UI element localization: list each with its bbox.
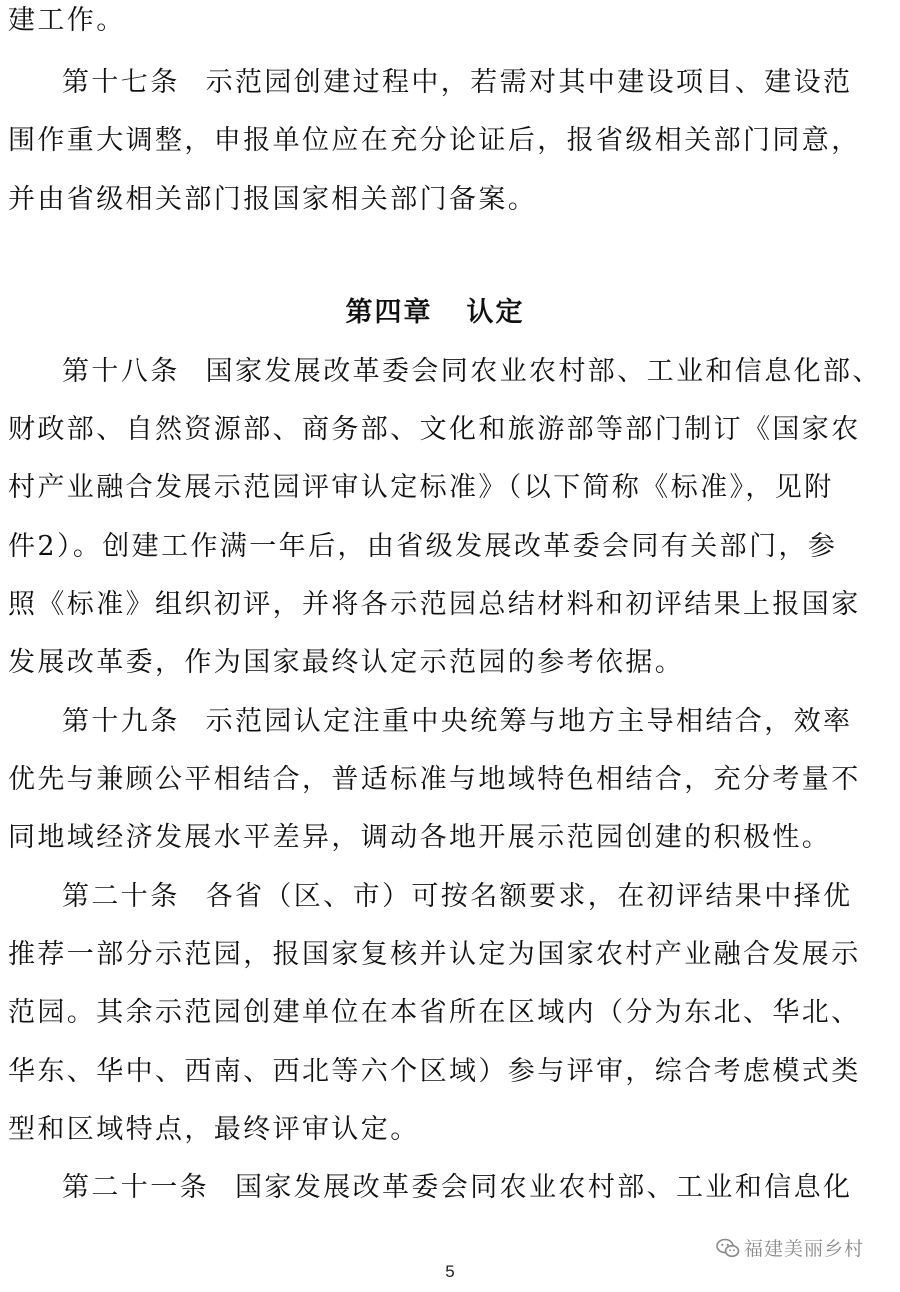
- article-18-line-3: 村产业融合发展示范园评审认定标准》（以下简称《标准》，见附: [8, 472, 834, 503]
- article-20-label: 第二十条: [62, 881, 180, 912]
- article-18-line-6: 发展改革委，作为国家最终认定示范园的参考依据。: [8, 647, 685, 678]
- article-18-label: 第十八条: [62, 356, 180, 387]
- article-17-line-1: 第十七条 示范园创建过程中，若需对其中建设项目、建设范: [62, 67, 853, 98]
- article-20-line-3: 范园。其余示范园创建单位在本省所在区域内（分为东北、华北、: [8, 997, 861, 1028]
- wechat-icon: [716, 1238, 740, 1258]
- watermark-text: 福建美丽乡村: [744, 1238, 865, 1260]
- article-18-line-2: 财政部、自然资源部、商务部、文化和旅游部等部门制订《国家农: [8, 414, 861, 445]
- article-17-line-3: 并由省级相关部门报国家相关部门备案。: [8, 184, 538, 215]
- article-17-label: 第十七条: [62, 67, 180, 98]
- article-18-line-4: 件2）。创建工作满一年后，由省级发展改革委会同有关部门，参: [8, 531, 838, 562]
- article-19-label: 第十九条: [62, 706, 180, 737]
- article-19-line-3: 同地域经济发展水平差异，调动各地开展示范园创建的积极性。: [8, 822, 832, 853]
- article-21-label: 第二十一条: [62, 1172, 209, 1203]
- article-20-line-1: 第二十条 各省（区、市）可按名额要求，在初评结果中择优: [62, 881, 853, 912]
- article-18-line-1: 第十八条 国家发展改革委会同农业农村部、工业和信息化部、: [62, 356, 882, 387]
- article-18-line-5: 照《标准》组织初评，并将各示范园总结材料和初评结果上报国家: [8, 589, 861, 620]
- continuation-text: 建工作。: [8, 5, 126, 36]
- chapter-number: 第四章: [345, 297, 433, 328]
- article-17-line-2: 围作重大调整，申报单位应在充分论证后，报省级相关部门同意，: [8, 125, 861, 156]
- article-19-line-2: 优先与兼顾公平相结合，普适标准与地域特色相结合，充分考量不: [8, 764, 861, 795]
- article-19-line-1: 第十九条 示范园认定注重中央统筹与地方主导相结合，效率: [62, 706, 853, 737]
- article-20-line-5: 型和区域特点，最终评审认定。: [8, 1114, 420, 1145]
- watermark: [716, 1234, 864, 1261]
- article-21-line-1: 第二十一条 国家发展改革委会同农业农村部、工业和信息化: [62, 1172, 853, 1203]
- article-20-line-4: 华东、华中、西南、西北等六个区域）参与评审，综合考虑模式类: [8, 1056, 861, 1087]
- page-number: 5: [445, 1262, 455, 1281]
- chapter-title: 认定: [466, 297, 525, 328]
- chapter-heading: [0, 296, 870, 330]
- article-20-line-2: 推荐一部分示范园，报国家复核并认定为国家农村产业融合发展示: [8, 939, 861, 970]
